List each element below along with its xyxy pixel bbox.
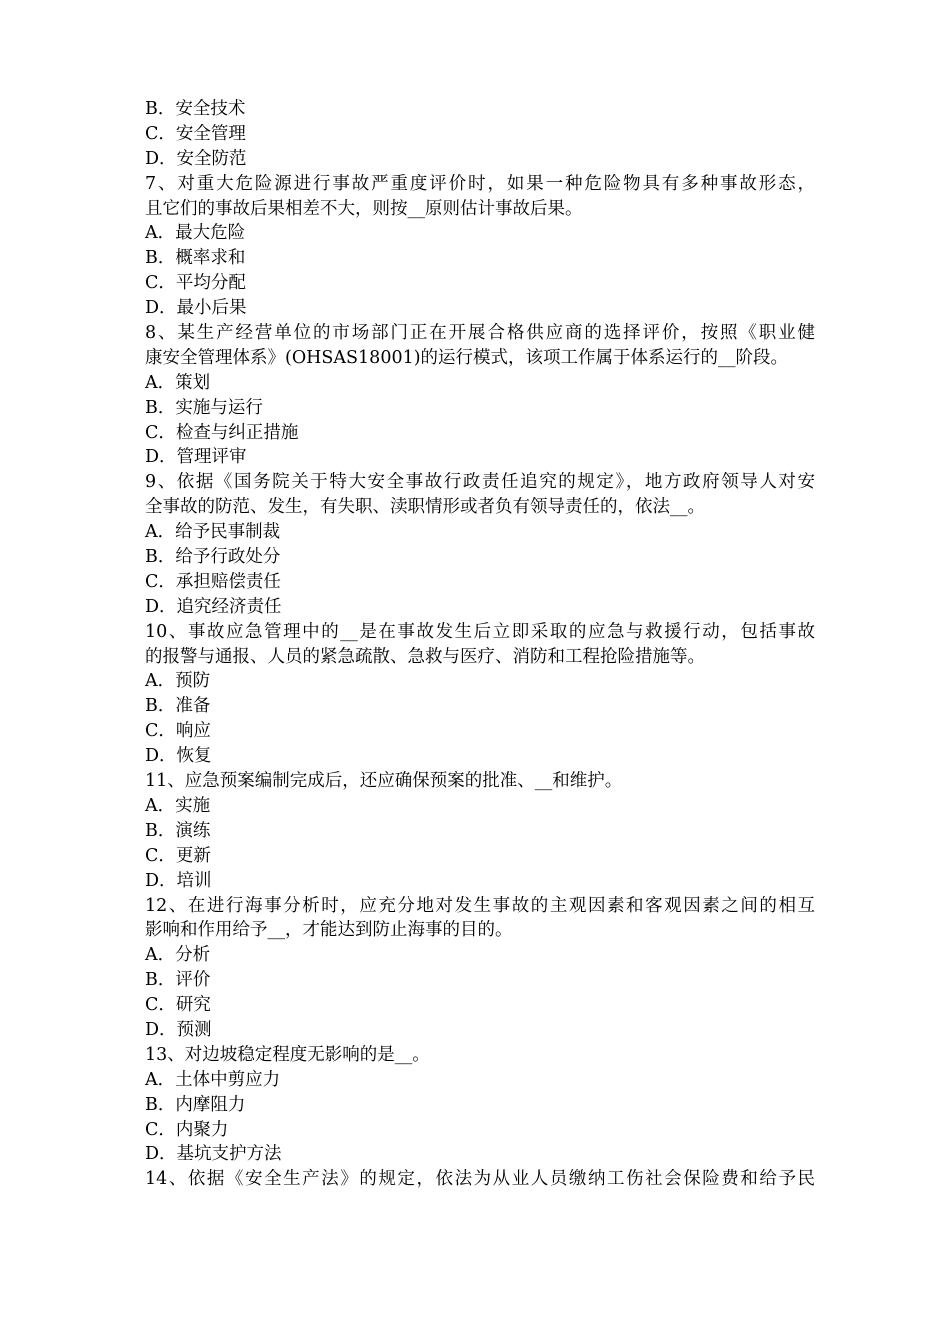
option-line: B．演练 (145, 820, 211, 841)
option-line: A．最大危险 (145, 223, 246, 244)
option-line: D．恢复 (145, 746, 212, 767)
option-line: B．评价 (145, 970, 211, 991)
option-line: A．实施 (145, 795, 211, 816)
question-line: 康安全管理体系》(OHSAS18001)的运行模式，该项工作属于体系运行的__阶段。 (145, 347, 789, 368)
option-line: D．预测 (145, 1019, 212, 1040)
option-line: B．内摩阻力 (145, 1094, 246, 1115)
option-line: D．安全防范 (145, 148, 247, 169)
option-line: C．平均分配 (145, 273, 246, 294)
option-line: A．策划 (145, 372, 211, 393)
option-line: D．基坑支护方法 (145, 1144, 282, 1165)
option-line: D．追究经济责任 (145, 596, 282, 617)
option-line: A．土体中剪应力 (145, 1069, 281, 1090)
option-line: C．内聚力 (145, 1119, 229, 1140)
question-line: 且它们的事故后果相差不大，则按__原则估计事故后果。 (145, 198, 583, 219)
question-line: 13、对边坡稳定程度无影响的是__。 (145, 1044, 430, 1065)
option-line: B．实施与运行 (145, 397, 263, 418)
option-line: C．安全管理 (145, 123, 246, 144)
option-line: B．安全技术 (145, 99, 246, 119)
option-line: C．检查与纠正措施 (145, 422, 299, 443)
question-line: 10、事故应急管理中的__是在事故发生后立即采取的应急与救援行动，包括事故 (145, 621, 815, 642)
option-line: D．管理评审 (145, 447, 247, 468)
question-line: 9、依据《国务院关于特大安全事故行政责任追究的规定》，地方政府领导人对安 (145, 472, 815, 493)
option-line: B．给予行政处分 (145, 547, 281, 568)
option-line: D．培训 (145, 870, 212, 891)
option-line: D．最小后果 (145, 298, 247, 319)
question-line: 影响和作用给予__，才能达到防止海事的目的。 (145, 920, 513, 941)
option-line: A．给予民事制裁 (145, 522, 281, 543)
question-line: 14、依据《安全生产法》的规定，依法为从业人员缴纳工伤社会保险费和给予民 (145, 1169, 815, 1190)
option-line: A．分析 (145, 945, 211, 966)
question-line: 全事故的防范、发生，有失职、渎职情形或者负有领导责任的，依法__。 (145, 497, 705, 518)
option-line: B．概率求和 (145, 248, 246, 269)
question-list (145, 97, 815, 1192)
option-line: A．预防 (145, 671, 211, 692)
question-line: 的报警与通报、人员的紧急疏散、急救与医疗、消防和工程抢险措施等。 (145, 646, 705, 667)
question-line: 7、对重大危险源进行事故严重度评价时，如果一种危险物具有多种事故形态， (145, 173, 815, 194)
option-line: B．准备 (145, 696, 211, 717)
option-line: C．响应 (145, 721, 211, 742)
question-line: 11、应急预案编制完成后，还应确保预案的批准、__和维护。 (145, 771, 623, 792)
option-line: C．更新 (145, 845, 211, 866)
option-line: C．承担赔偿责任 (145, 571, 281, 592)
option-line: C．研究 (145, 995, 211, 1016)
question-line: 12、在进行海事分析时，应充分地对发生事故的主观因素和客观因素之间的相互 (145, 895, 815, 916)
question-line: 8、某生产经营单位的市场部门正在开展合格供应商的选择评价，按照《职业健 (145, 323, 815, 344)
